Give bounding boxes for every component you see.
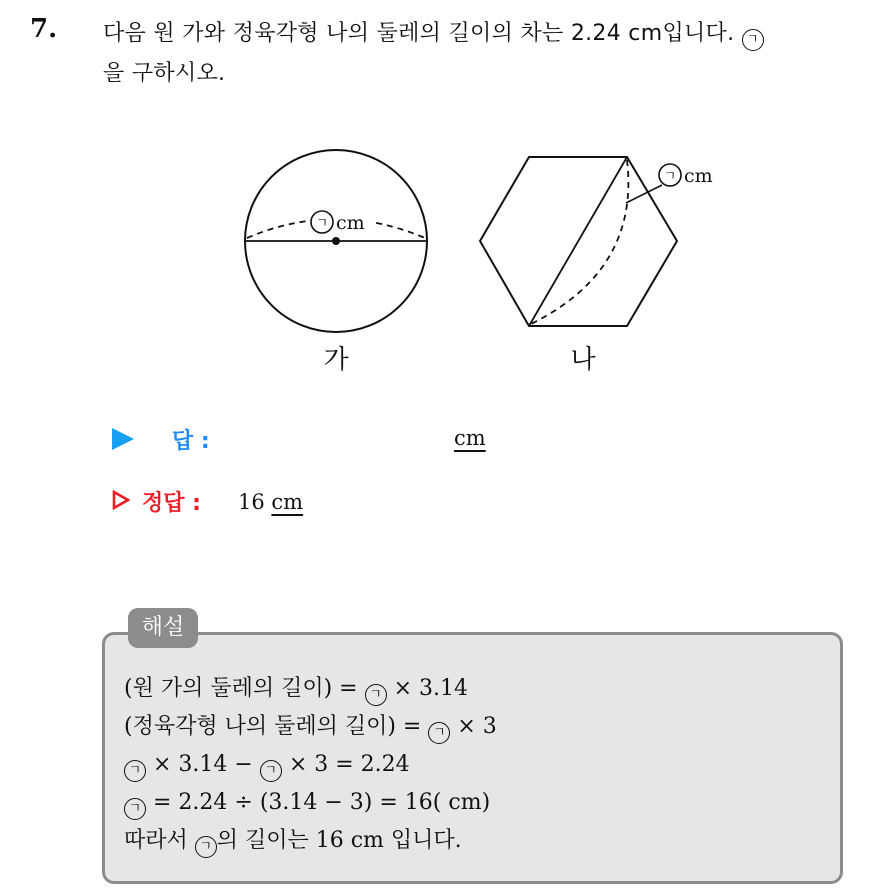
giyeok-circle-symbol: ㄱ xyxy=(124,760,146,782)
giyeok-circle-symbol: ㄱ xyxy=(742,29,764,51)
correct-answer-label: 정답 : xyxy=(142,491,201,516)
solution-line-3 xyxy=(124,746,497,784)
correct-answer-value xyxy=(238,490,303,514)
solution-line-3-post: × 3 = 2.24 xyxy=(281,752,410,777)
solution-line-5-pre: 따라서 xyxy=(124,828,195,853)
circle-measure-symbol: ㄱ xyxy=(315,216,329,231)
correct-answer-unit: cm xyxy=(271,490,304,514)
solution-line-4 xyxy=(124,784,497,822)
hexagon-diagonal-line xyxy=(529,157,627,326)
answer-label: 답 : xyxy=(172,429,210,454)
giyeok-circle-symbol: ㄱ xyxy=(195,836,217,858)
hexagon-pointer-line xyxy=(626,185,662,203)
play-triangle-icon xyxy=(112,428,134,450)
hexagon-dashed-arc xyxy=(531,160,628,324)
solution-line-2-post: × 3 xyxy=(450,714,497,739)
outline-triangle-icon xyxy=(112,490,130,510)
giyeok-circle-symbol: ㄱ xyxy=(365,684,387,706)
solution-tab: 해설 xyxy=(128,608,198,648)
question-line-2: 을 구하시오. xyxy=(103,61,226,86)
solution-line-1-pre: (원 가의 둘레의 길이) = xyxy=(124,676,365,701)
hexagon-label: 나 xyxy=(570,345,596,375)
answer-blank-unit[interactable]: cm xyxy=(454,426,486,450)
correct-answer-number: 16 xyxy=(238,490,265,514)
circle-measure-unit: cm xyxy=(336,212,365,234)
giyeok-circle-symbol: ㄱ xyxy=(260,760,282,782)
question-number: 7. xyxy=(30,14,58,44)
solution-line-1 xyxy=(124,670,497,708)
circle-center-dot xyxy=(332,237,340,245)
hexagon-measure-unit: cm xyxy=(684,165,713,187)
hexagon-measure-symbol: ㄱ xyxy=(663,169,677,184)
circle-label: 가 xyxy=(323,345,349,375)
solution-line-4-post: = 2.24 ÷ (3.14 − 3) = 16( cm) xyxy=(146,790,491,815)
question-line-1: 다음 원 가와 정육각형 나의 둘레의 길이의 차는 2.24 cm입니다. xyxy=(103,21,735,46)
solution-line-2-pre: (정육각형 나의 둘레의 길이) = xyxy=(124,714,429,739)
solution-line-1-post: × 3.14 xyxy=(386,676,468,701)
solution-line-3-mid: × 3.14 − xyxy=(146,752,260,777)
solution-line-5 xyxy=(124,822,497,860)
giyeok-circle-symbol: ㄱ xyxy=(124,798,146,820)
solution-line-2 xyxy=(124,708,497,746)
solution-line-5-post: 의 길이는 16 cm 입니다. xyxy=(216,828,462,853)
figure-diagram xyxy=(0,0,884,420)
solution-lines xyxy=(124,670,497,860)
giyeok-circle-symbol: ㄱ xyxy=(428,722,450,744)
